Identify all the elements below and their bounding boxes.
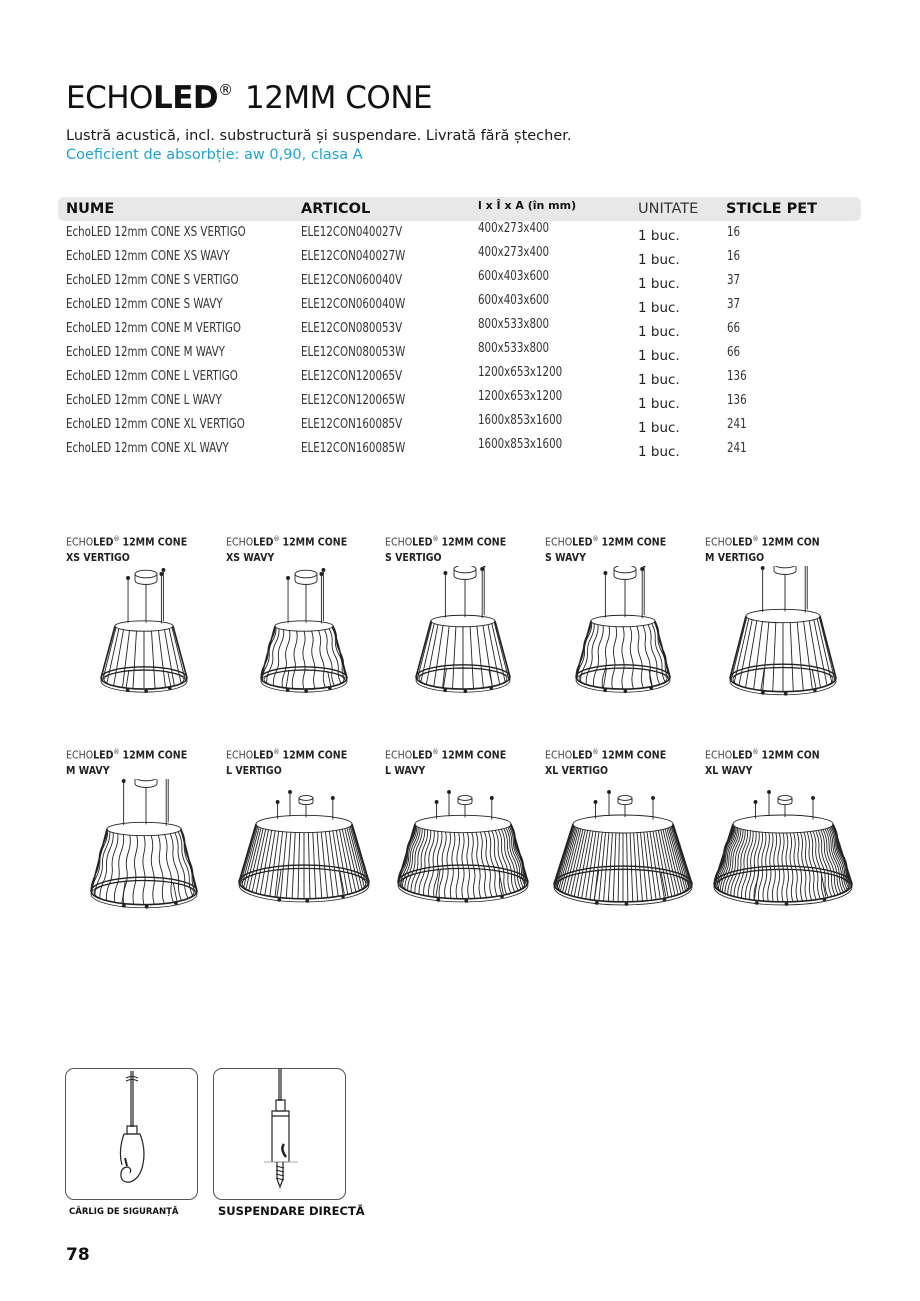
label-model: 12MM CONE bbox=[601, 748, 667, 762]
cell-unit: 1 buc. bbox=[638, 228, 680, 244]
cell-article: ELE12CON080053V bbox=[301, 321, 403, 336]
cell-article: ELE12CON160085W bbox=[301, 441, 406, 456]
lamp-drawing-icon bbox=[385, 566, 545, 726]
label-prefix: ECHO bbox=[545, 748, 573, 762]
cell-unit: 1 buc. bbox=[638, 276, 680, 292]
product-card bbox=[66, 745, 226, 778]
cell-pet-bottles: 241 bbox=[727, 417, 747, 432]
label-model: 12MM CONE bbox=[441, 748, 507, 762]
product-label bbox=[385, 532, 523, 565]
lamp-drawing-icon bbox=[545, 566, 705, 726]
cell-pet-bottles: 66 bbox=[727, 345, 741, 360]
product-card bbox=[385, 745, 545, 778]
product-label bbox=[66, 532, 204, 565]
label-model: 12MM CON bbox=[761, 748, 820, 762]
accessory-card-direct-suspension bbox=[213, 1068, 346, 1200]
column-header-unit: UNITATE bbox=[638, 201, 699, 217]
cell-dimensions: 600x403x600 bbox=[478, 293, 550, 308]
label-brand: LED bbox=[412, 535, 433, 549]
page-number: 78 bbox=[66, 1245, 90, 1265]
label-variant: S WAVY bbox=[545, 550, 586, 564]
product-label bbox=[226, 532, 364, 565]
cell-dimensions: 800x533x800 bbox=[478, 341, 550, 356]
cell-article: ELE12CON040027V bbox=[301, 225, 403, 240]
product-card bbox=[545, 745, 705, 778]
label-variant: L VERTIGO bbox=[226, 763, 282, 777]
cell-pet-bottles: 241 bbox=[727, 441, 747, 456]
cell-unit: 1 buc. bbox=[638, 372, 680, 388]
column-header-article: ARTICOL bbox=[301, 201, 371, 217]
label-prefix: ECHO bbox=[66, 748, 94, 762]
label-model: 12MM CONE bbox=[282, 535, 348, 549]
cell-dimensions: 400x273x400 bbox=[478, 245, 550, 260]
cell-dimensions: 1200x653x1200 bbox=[478, 389, 563, 404]
label-prefix: ECHO bbox=[66, 535, 94, 549]
label-brand: LED bbox=[253, 535, 274, 549]
product-card bbox=[705, 745, 865, 778]
product-label bbox=[226, 745, 364, 778]
label-prefix: ECHO bbox=[226, 748, 254, 762]
cell-dimensions: 1600x853x1600 bbox=[478, 413, 563, 428]
table-row bbox=[0, 389, 920, 417]
cell-article: ELE12CON040027W bbox=[301, 249, 406, 264]
label-registered: ® bbox=[432, 748, 439, 756]
cell-article: ELE12CON160085V bbox=[301, 417, 403, 432]
label-brand: LED bbox=[572, 535, 593, 549]
cell-name: EchoLED 12mm CONE M WAVY bbox=[66, 345, 225, 360]
product-description: Lustră acustică, incl. substructură și suspendare. Livrată fără ștecher. bbox=[66, 128, 572, 144]
cell-pet-bottles: 16 bbox=[727, 249, 741, 264]
label-variant: L WAVY bbox=[385, 763, 426, 777]
label-registered: ® bbox=[432, 535, 439, 543]
cell-name: EchoLED 12mm CONE XL VERTIGO bbox=[66, 417, 245, 432]
label-prefix: ECHO bbox=[705, 748, 733, 762]
title-model: 12MM CONE bbox=[244, 80, 433, 116]
cell-name: EchoLED 12mm CONE S WAVY bbox=[66, 297, 223, 312]
cell-pet-bottles: 66 bbox=[727, 321, 741, 336]
product-card bbox=[385, 532, 545, 565]
lamp-drawing-icon bbox=[705, 566, 865, 726]
accessory-label-safety-hook: CÂRLIG DE SIGURANȚĂ bbox=[69, 1207, 179, 1217]
cell-unit: 1 buc. bbox=[638, 396, 680, 412]
column-header-pet-bottles: STICLE PET bbox=[726, 201, 817, 217]
cell-pet-bottles: 136 bbox=[727, 393, 747, 408]
cell-name: EchoLED 12mm CONE L VERTIGO bbox=[66, 369, 238, 384]
cell-name: EchoLED 12mm CONE XL WAVY bbox=[66, 441, 229, 456]
label-variant: XS WAVY bbox=[226, 550, 275, 564]
absorption-coefficient: Coeficient de absorbție: aw 0,90, clasa A bbox=[66, 147, 363, 163]
label-registered: ® bbox=[113, 535, 120, 543]
lamp-drawing-icon bbox=[705, 779, 865, 939]
label-prefix: ECHO bbox=[385, 748, 413, 762]
table-row bbox=[0, 221, 920, 249]
table-row bbox=[0, 413, 920, 441]
label-registered: ® bbox=[752, 748, 759, 756]
label-model: 12MM CONE bbox=[601, 535, 667, 549]
label-model: 12MM CONE bbox=[122, 748, 188, 762]
cell-unit: 1 buc. bbox=[638, 324, 680, 340]
label-variant: M VERTIGO bbox=[705, 550, 765, 564]
product-label bbox=[545, 532, 683, 565]
product-label bbox=[705, 745, 843, 778]
label-prefix: ECHO bbox=[545, 535, 573, 549]
lamp-drawing-icon bbox=[385, 779, 545, 939]
label-brand: LED bbox=[732, 535, 753, 549]
lamp-drawing-icon bbox=[545, 779, 705, 939]
cell-name: EchoLED 12mm CONE S VERTIGO bbox=[66, 273, 239, 288]
table-row bbox=[0, 341, 920, 369]
label-brand: LED bbox=[572, 748, 593, 762]
label-variant: XL WAVY bbox=[705, 763, 753, 777]
label-registered: ® bbox=[752, 535, 759, 543]
label-registered: ® bbox=[113, 748, 120, 756]
cell-article: ELE12CON120065W bbox=[301, 393, 406, 408]
label-model: 12MM CON bbox=[761, 535, 820, 549]
label-registered: ® bbox=[273, 535, 280, 543]
label-model: 12MM CONE bbox=[441, 535, 507, 549]
accessory-card-safety-hook bbox=[65, 1068, 198, 1200]
label-brand: LED bbox=[93, 748, 114, 762]
column-header-dimensions: l x Î x A (în mm) bbox=[478, 199, 577, 212]
direct-suspension-icon bbox=[214, 1069, 347, 1201]
lamp-drawing-icon bbox=[66, 566, 226, 726]
cell-article: ELE12CON060040V bbox=[301, 273, 403, 288]
label-registered: ® bbox=[592, 535, 599, 543]
lamp-drawing-icon bbox=[226, 566, 386, 726]
cell-pet-bottles: 136 bbox=[727, 369, 747, 384]
column-header-name: NUME bbox=[66, 201, 115, 217]
cell-name: EchoLED 12mm CONE XS VERTIGO bbox=[66, 225, 246, 240]
title-brand: LED bbox=[152, 80, 219, 116]
product-label bbox=[545, 745, 683, 778]
cell-dimensions: 400x273x400 bbox=[478, 221, 550, 236]
lamp-drawing-icon bbox=[66, 779, 226, 939]
label-brand: LED bbox=[412, 748, 433, 762]
cell-dimensions: 1600x853x1600 bbox=[478, 437, 563, 452]
label-registered: ® bbox=[592, 748, 599, 756]
label-variant: XL VERTIGO bbox=[545, 763, 609, 777]
cell-unit: 1 buc. bbox=[638, 348, 680, 364]
product-card bbox=[226, 745, 386, 778]
cell-pet-bottles: 16 bbox=[727, 225, 741, 240]
label-prefix: ECHO bbox=[226, 535, 254, 549]
label-variant: M WAVY bbox=[66, 763, 110, 777]
title-prefix: ECHO bbox=[66, 80, 153, 116]
cell-name: EchoLED 12mm CONE M VERTIGO bbox=[66, 321, 241, 336]
cell-unit: 1 buc. bbox=[638, 444, 680, 460]
cell-unit: 1 buc. bbox=[638, 300, 680, 316]
label-variant: S VERTIGO bbox=[385, 550, 442, 564]
cell-article: ELE12CON060040W bbox=[301, 297, 406, 312]
label-model: 12MM CONE bbox=[282, 748, 348, 762]
cell-pet-bottles: 37 bbox=[727, 297, 741, 312]
cell-unit: 1 buc. bbox=[638, 252, 680, 268]
cell-dimensions: 600x403x600 bbox=[478, 269, 550, 284]
table-row bbox=[0, 293, 920, 321]
lamp-drawing-icon bbox=[226, 779, 386, 939]
table-row bbox=[0, 317, 920, 345]
cell-dimensions: 1200x653x1200 bbox=[478, 365, 563, 380]
table-row bbox=[0, 269, 920, 297]
cell-name: EchoLED 12mm CONE XS WAVY bbox=[66, 249, 230, 264]
label-prefix: ECHO bbox=[385, 535, 413, 549]
product-label bbox=[66, 745, 204, 778]
accessory-label-direct-suspension: SUSPENDARE DIRECTĂ bbox=[218, 1204, 365, 1218]
label-registered: ® bbox=[273, 748, 280, 756]
table-row bbox=[0, 437, 920, 465]
cell-article: ELE12CON080053W bbox=[301, 345, 406, 360]
product-label bbox=[385, 745, 523, 778]
label-variant: XS VERTIGO bbox=[66, 550, 130, 564]
product-card bbox=[226, 532, 386, 565]
label-brand: LED bbox=[253, 748, 274, 762]
table-row bbox=[0, 365, 920, 393]
product-card bbox=[545, 532, 705, 565]
table-row bbox=[0, 245, 920, 273]
label-model: 12MM CONE bbox=[122, 535, 188, 549]
cell-unit: 1 buc. bbox=[638, 420, 680, 436]
safety-hook-icon bbox=[66, 1069, 199, 1201]
page-title bbox=[66, 80, 432, 116]
cell-pet-bottles: 37 bbox=[727, 273, 741, 288]
label-prefix: ECHO bbox=[705, 535, 733, 549]
label-brand: LED bbox=[93, 535, 114, 549]
cell-dimensions: 800x533x800 bbox=[478, 317, 550, 332]
product-label bbox=[705, 532, 843, 565]
cell-article: ELE12CON120065V bbox=[301, 369, 403, 384]
label-brand: LED bbox=[732, 748, 753, 762]
product-card bbox=[66, 532, 226, 565]
registered-mark: ® bbox=[218, 81, 233, 99]
product-card bbox=[705, 532, 865, 565]
cell-name: EchoLED 12mm CONE L WAVY bbox=[66, 393, 222, 408]
